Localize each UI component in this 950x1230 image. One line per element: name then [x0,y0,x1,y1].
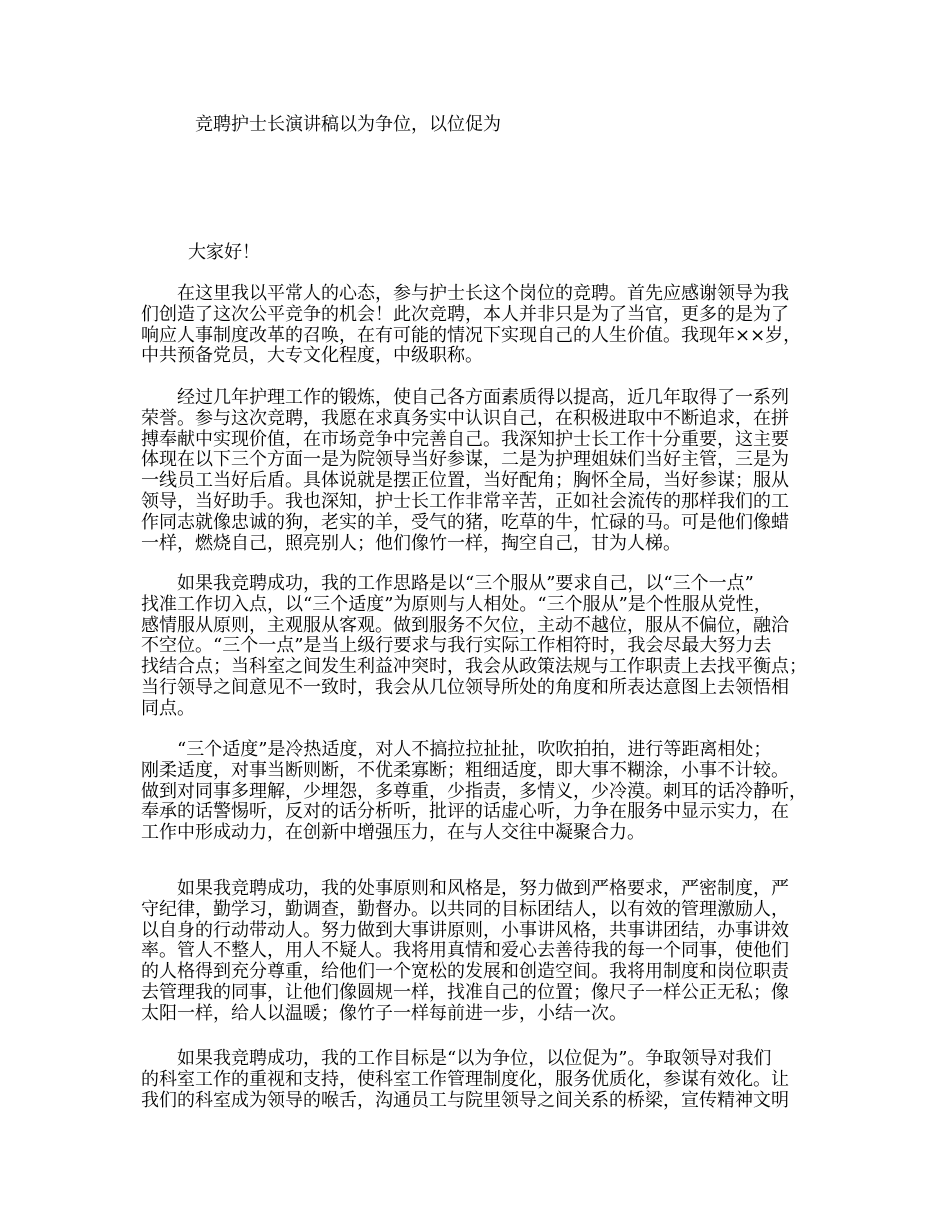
greeting: 大家好！ [188,242,260,263]
paragraph-line: 不空位。“三个一点”是当上级行要求与我行实际工作相符时，我会尽最大努力去 [141,635,772,657]
paragraph-line: 如果我竞聘成功，我的工作思路是以“三个服从”要求自己，以“三个一点” [177,573,754,594]
paragraph-line: 奉承的话警惕听，反对的话分析听，批评的话虚心听，力争在服务中显示实力，在 [141,801,789,823]
paragraph-line: 经过几年护理工作的锻炼，使自己各方面素质得以提高，近几年取得了一系列 [177,387,789,408]
paragraph-line: 在这里我以平常人的心态，参与护士长这个岗位的竞聘。首先应感谢领导为我 [177,283,789,304]
paragraph-line: 的科室工作的重视和支持，使科室工作管理制度化，服务优质化，参谋有效化。让 [141,1068,789,1090]
document-title: 竞聘护士长演讲稿以为争位，以位促为 [195,114,501,135]
paragraph-5 [141,879,821,1025]
paragraph-line: 去管理我的同事，让他们像圆规一样，找准自己的位置；像尺子一样公正无私；像 [141,981,789,1003]
paragraph-line: 以自身的行动带动人。努力做到大事讲原则，小事讲风格，共事讲团结，办事讲效 [141,919,789,941]
paragraph-line: 作同志就像忠诚的狗，老实的羊，受气的猪，吃草的牛，忙碌的马。可是他们像蜡 [141,511,789,533]
paragraph-3 [141,574,821,720]
paragraph-line: 领导，当好助手。我也深知，护士长工作非常辛苦，正如社会流传的那样我们的工 [141,490,789,512]
paragraph-line: 如果我竞聘成功，我的工作目标是“以为争位，以位促为”。争取领导对我们 [177,1048,772,1069]
paragraph-line: 们创造了这次公平竞争的机会！此次竞聘，本人并非只是为了当官，更多的是为了 [141,303,789,325]
paragraph-line: 太阳一样，给人以温暖；像竹子一样每前进一步，小结一次。 [141,1002,627,1024]
paragraph-line: 守纪律，勤学习，勤调查，勤督办。以共同的目标团结人，以有效的管理激励人， [141,898,789,920]
paragraph-line: 搏奉献中实现价值，在市场竞争中完善自己。我深知护士长工作十分重要，这主要 [141,428,789,450]
paragraph-line: 响应人事制度改革的召唤，在有可能的情况下实现自己的人生价值。我现年××岁， [141,324,802,346]
paragraph-line: 体现在以下三个方面一是为院领导当好参谋，二是为护理姐妹们当好主管，三是为 [141,449,789,471]
paragraph-4 [141,740,821,844]
paragraph-line: “三个适度”是冷热适度，对人不搞拉拉扯扯，吹吹拍拍，进行等距离相处； [177,739,772,760]
paragraph-line: 如果我竞聘成功，我的处事原则和风格是，努力做到严格要求，严密制度，严 [177,878,789,899]
paragraph-line: 感情服从原则，主观服从客观。做到服务不欠位，主动不越位，服从不偏位，融洽 [141,614,789,636]
paragraph-6 [141,1049,821,1111]
paragraph-line: 荣誉。参与这次竞聘，我愿在求真务实中认识自己，在积极进取中不断追求，在拼 [141,407,789,429]
paragraph-2 [141,388,821,554]
paragraph-line: 中共预备党员，大专文化程度，中级职称。 [141,345,483,367]
paragraph-line: 当行领导之间意见不一致时，我会从几位领导所处的角度和所表达意图上去领悟相 [141,676,789,698]
paragraph-line: 同点。 [141,697,195,719]
paragraph-line: 找准工作切入点，以“三个适度”为原则与人相处。“三个服从”是个性服从党性， [141,593,772,615]
paragraph-line: 工作中形成动力，在创新中增强压力，在与人交往中凝聚合力。 [141,822,645,844]
paragraph-line: 刚柔适度，对事当断则断，不优柔寡断；粗细适度，即大事不糊涂，小事不计较。 [141,759,789,781]
paragraph-line: 一样，燃烧自己，照亮别人；他们像竹一样，掏空自己，甘为人梯。 [141,532,681,554]
paragraph-line: 找结合点；当科室之间发生利益冲突时，我会从政策法规与工作职责上去找平衡点； [141,656,807,678]
paragraph-line: 一线员工当好后盾。具体说就是摆正位置，当好配角；胸怀全局，当好参谋；服从 [141,470,789,492]
paragraph-line: 的人格得到充分尊重，给他们一个宽松的发展和创造空间。我将用制度和岗位职责 [141,961,789,983]
paragraph-line: 率。管人不整人，用人不疑人。我将用真情和爱心去善待我的每一个同事，使他们 [141,940,789,962]
paragraph-line: 做到对同事多理解，少埋怨，多尊重，少指责，多情义，少冷漠。刺耳的话冷静听， [141,780,807,802]
paragraph-1 [141,284,821,367]
paragraph-line: 我们的科室成为领导的喉舌，沟通员工与院里领导之间关系的桥梁，宣传精神文明 [141,1089,789,1111]
